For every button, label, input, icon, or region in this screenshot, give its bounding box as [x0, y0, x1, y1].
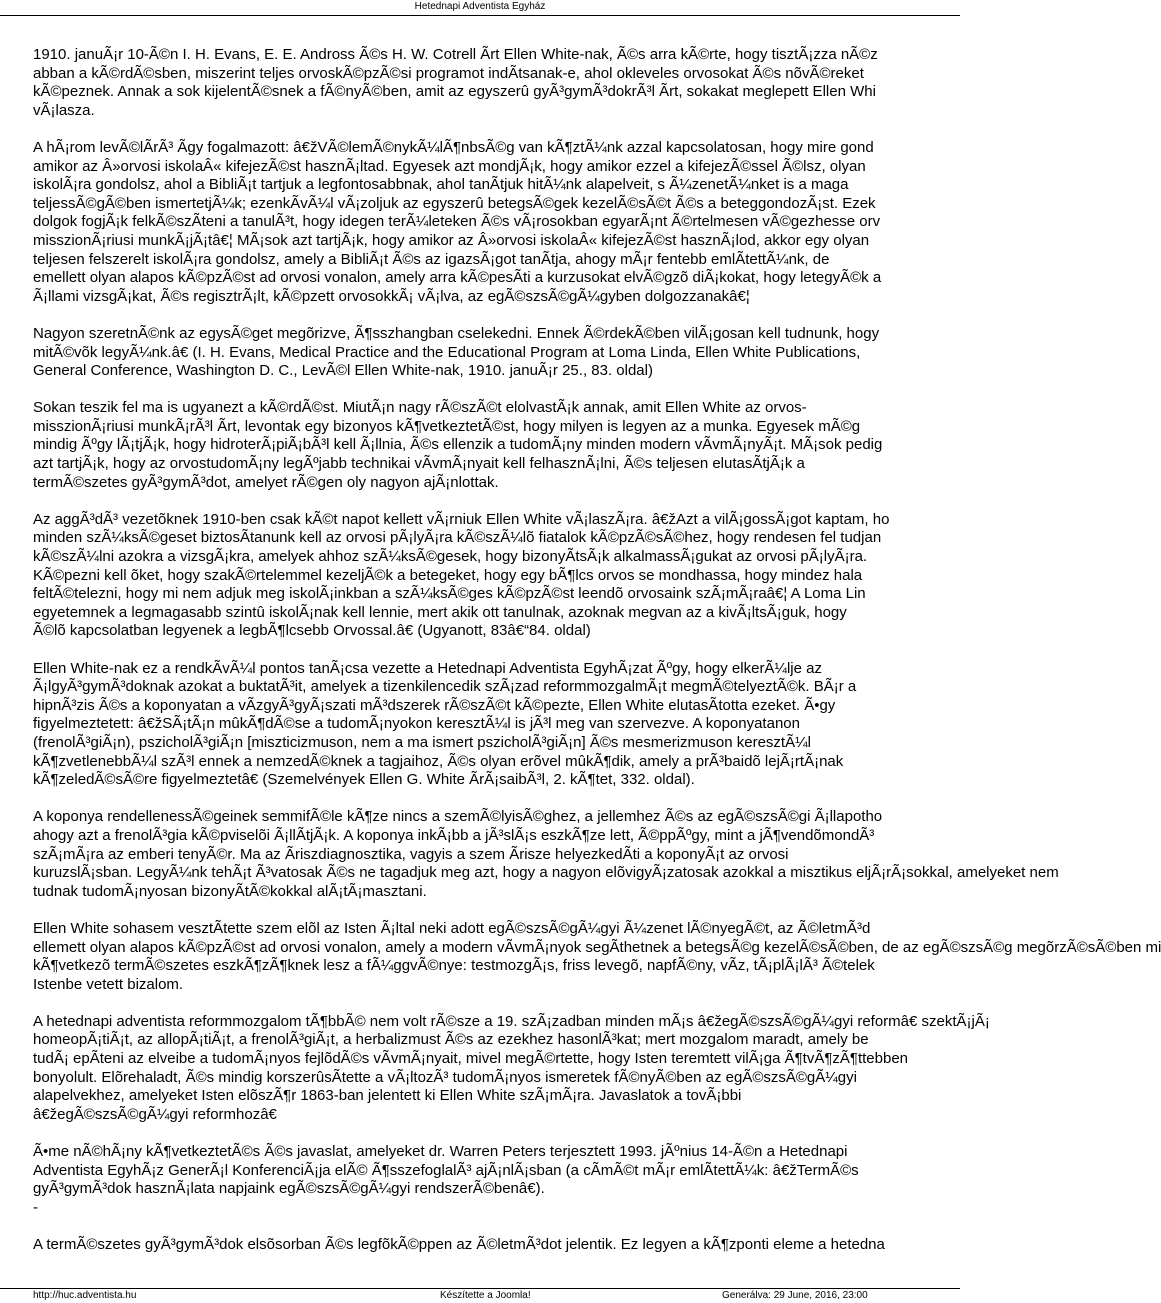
paragraph — [33, 399, 993, 492]
paragraph-gap — [0, 641, 960, 660]
text-line: â€žegÃ©szsÃ©gÃ¼gyi reformhozâ€ — [33, 1105, 277, 1123]
paragraph — [33, 660, 993, 790]
text-line: termÃ©szetes gyÃ³gymÃ³dot, amelyet rÃ©gen oly nagyon ajÃ¡nlottak. — [33, 473, 499, 491]
paragraph — [33, 139, 993, 306]
text-line: A hÃ¡rom levÃ©lÃrÃ³ Ãgy fogalmazott: â€žVÃ©lemÃ©nykÃ¼lÃ¶nbsÃ©g van kÃ¶ztÃ¼nk azzal kapcsolatosan, hogy mire gond — [33, 138, 874, 156]
text-line: mindig Ãºgy lÃ¡tjÃ¡k, hogy hidroterÃ¡piÃ¡bÃ³l kell Ã¡llnia, Ã©s ellenzik a tudomÃ¡ny minden modern vÃvmÃ¡nyÃ¡t. MÃ¡sok pedig — [33, 436, 883, 454]
footer-credit: Készítette a Joomla! — [440, 1290, 531, 1301]
text-line: ellemett olyan alapos kÃ©pzÃ©st ad orvosi vonalon, amely a modern vÃvmÃ¡nyok segÃthetnek a betegsÃ©g kezelÃ©sÃ©ben, de az egÃ©szsÃ©g megõrzÃ©sÃ©ben mi — [33, 938, 1161, 956]
article-body — [0, 46, 1161, 1276]
text-line: kÃ©peznek. Annak a sok kijelentÃ©snek a fÃ©nyÃ©ben, amit az egyszerû gyÃ³gymÃ³dokrÃ³l Ãrt, sokakat meglepett Ellen Whi — [33, 83, 876, 101]
text-line: - — [33, 1198, 38, 1216]
text-line: egyetemnek a legmagasabb szintû iskolÃ¡nak kell lennie, mert akik ott tanulnak, azoknak megvan az a kivÃ¡ltsÃ¡guk, hogy — [33, 603, 847, 621]
text-line: hipnÃ³zis Ã©s a koponyatan a vÃzgyÃ³gyÃ¡szati mÃ³dszerek rÃ©szÃ©t kÃ©pezte, Ellen White elutasÃtotta ezeket. Ã•gy — [33, 696, 836, 714]
text-line: A termÃ©szetes gyÃ³gymÃ³dok elsõsorban Ã©s legfõkÃ©ppen az Ã©letmÃ³dot jelentik. Ez legyen a kÃ¶zponti eleme a hetedna — [33, 1236, 885, 1253]
header-title: Hetednapi Adventista Egyház — [414, 1, 546, 12]
text-line: mitÃ©võk legyÃ¼nk.â€ (I. H. Evans, Medical Practice and the Educational Program at Loma Linda, Ellen White Publications, — [33, 343, 861, 361]
text-line: iskolÃ¡ra gondolsz, ahol a BibliÃ¡t tartjuk a legfontosabbnak, ahol tanÃtjuk hitÃ¼nk alapelveit, s Ã¼zenetÃ¼nket is a maga — [33, 176, 849, 194]
text-line: vÃ¡lasza. — [33, 101, 95, 119]
text-line: azt tartjÃ¡k, hogy az orvostudomÃ¡ny legÃºjabb technikai vÃvmÃ¡nyait kell felhasznÃ¡lni, Ã©s teljesen elutasÃtjÃ¡k a — [33, 455, 805, 473]
text-line: tudÃ¡ epÃteni az elveibe a tudomÃ¡nyos fejlõdÃ©s vÃvmÃ¡nyait, mivel megÃ©rtette, hogy Isten teremtett vilÃ¡ga Ã¶tvÃ¶zÃ¶ttebben — [33, 1050, 909, 1068]
paragraph — [33, 919, 1161, 994]
text-line: kÃ¶zvetlenebbÃ¼l szÃ³l ennek a nemzedÃ©knek a tagjaihoz, Ã©s olyan erõvel mûkÃ¶dik, amely a prÃ³baidõ lejÃ¡rtÃ¡nak — [33, 752, 844, 770]
paragraph-gap — [0, 306, 960, 325]
paragraph — [33, 46, 993, 120]
footer-divider — [0, 1288, 960, 1289]
text-line: figyelmeztetett: â€žSÃ¡tÃ¡n mûkÃ¶dÃ©se a tudomÃ¡nyokon keresztÃ¼l is jÃ³l meg van szervezve. A koponyatanon — [33, 715, 800, 733]
text-line: bonyolult. Elõrehaladt, Ã©s mindig korszerûsÃtette a vÃ¡ltozÃ³ tudomÃ¡nyos ismeretek fÃ©nyÃ©ben az egÃ©szsÃ©gÃ¼gyi — [33, 1068, 857, 1086]
text-line: Ã¡llami vizsgÃ¡kat, Ã©s regisztrÃ¡lt, kÃ©pzett orvosokkÃ¡ vÃ¡lva, az egÃ©szsÃ©gÃ¼gyben dolgozzanakâ€¦ — [33, 287, 750, 305]
paragraph-gap — [0, 790, 960, 809]
paragraph — [33, 325, 993, 381]
paragraph — [33, 511, 993, 641]
text-line: Nagyon szeretnÃ©nk az egysÃ©get megõrizve, Ã¶sszhangban cselekedni. Ennek Ã©rdekÃ©ben vilÃ¡gosan kell tudnunk, hogy — [33, 324, 880, 342]
text-line: Ã¡lgyÃ³gymÃ³doknak azokat a buktatÃ³it, amelyek a tizenkilencedik szÃ¡zad reformmozgalmÃ¡t megmÃ©telyeztÃ©k. BÃ¡r a — [33, 678, 857, 696]
paragraph-gap — [0, 1217, 960, 1236]
text-line: KÃ©pezni kell õket, hogy szakÃ©rtelemmel kezeljÃ©k a betegeket, hogy egy bÃ¶lcs orvos se mondhassa, hogy mindez hala — [33, 566, 863, 584]
page-footer — [0, 1290, 960, 1303]
text-line: misszionÃ¡riusi munkÃ¡jÃ¡tâ€¦ MÃ¡sok azt tartjÃ¡k, hogy amikor az Â»orvosi iskolaÂ« kifejezÃ©st hasznÃ¡lod, akkor egy olyan — [33, 231, 870, 249]
text-line: kÃ¶vetkezõ termÃ©szetes eszkÃ¶zÃ¶knek lesz a fÃ¼ggvÃ©nye: testmozgÃ¡s, friss levegõ, napfÃ©ny, vÃz, tÃ¡plÃ¡lÃ³ Ã©telek — [33, 957, 875, 975]
text-line: tudnak tudomÃ¡nyosan bizonyÃtÃ©kokkal alÃ¡tÃ¡masztani. — [33, 882, 427, 900]
text-line: abban a kÃ©rdÃ©sben, miszerint teljes orvoskÃ©pzÃ©si programot indÃtsanak-e, ahol okleveles orvosokat Ã©s nõvÃ©reket — [33, 64, 864, 82]
paragraph — [33, 808, 1059, 901]
text-line: minden szÃ¼ksÃ©geset biztosÃtanunk kell az orvosi pÃ¡lyÃ¡ra kÃ©szÃ¼lõ fiatalok kÃ©pzÃ©sÃ©hez, hogy rendesen fel tudjan — [33, 529, 882, 547]
text-line: Adventista EgyhÃ¡z GenerÃ¡l KonferenciÃ¡ja elÃ© Ã¶sszefoglalÃ³ ajÃ¡nlÃ¡sban (a cÃmÃ©t mÃ¡r emlÃtettÃ¼k: â€žTermÃ©s — [33, 1161, 859, 1179]
text-line: Az aggÃ³dÃ³ vezetõknek 1910-ben csak kÃ©t napot kellett vÃ¡rniuk Ellen White vÃ¡laszÃ¡ra. â€žAzt a vilÃ¡gossÃ¡got kaptam, ho — [33, 510, 890, 528]
text-line: dolgok fogjÃ¡k felkÃ©szÃteni a tanulÃ³t, hogy idegen terÃ¼leteken Ã©s vÃ¡rosokban egyarÃ¡nt Ã©rtelmesen vÃ©gezhesse orv — [33, 213, 881, 231]
header-divider — [0, 15, 960, 16]
text-line: Sokan teszik fel ma is ugyanezt a kÃ©rdÃ©st. MiutÃ¡n nagy rÃ©szÃ©t elolvastÃ¡k annak, amit Ellen White az orvos- — [33, 399, 807, 417]
footer-generated-date: Generálva: 29 June, 2016, 23:00 — [722, 1290, 868, 1301]
text-line: teljessÃ©gÃ©ben ismertetjÃ¼k; ezenkÃvÃ¼l vÃ¡zoljuk az egyszerû betegsÃ©gek kezelÃ©sÃ©t Ã©s a beteggondozÃ¡st. Ezek — [33, 194, 876, 212]
text-line: szÃ¡mÃ¡ra az emberi tenyÃ©r. Ma az Ãriszdiagnosztika, vagyis a szem Ãrisze helyezkedÃti a koponyÃ¡t az orvosi — [33, 845, 789, 863]
text-line: A hetednapi adventista reformmozgalom tÃ¶bbÃ© nem volt rÃ©sze a 19. szÃ¡zadban minden mÃ¡s â€žegÃ©szsÃ©gÃ¼gyi reformâ€ szektÃ¡jÃ¡ — [33, 1012, 990, 1030]
text-line: kÃ©szÃ¼lni azokra a vizsgÃ¡kra, amelyek ahhoz szÃ¼ksÃ©gesek, hogy bizonyÃtsÃ¡k alkalmassÃ¡gukat az orvosi pÃ¡lyÃ¡ra. — [33, 548, 868, 566]
paragraph — [33, 1236, 993, 1255]
text-line: Ã•me nÃ©hÃ¡ny kÃ¶vetkeztetÃ©s Ã©s javaslat, amelyeket dr. Warren Peters terjesztett 1993. jÃºnius 14-Ã©n a Hetednapi — [33, 1143, 848, 1161]
text-line: kÃ¶zeledÃ©sÃ©re figyelmeztetâ€ (Szemelvények Ellen G. White ÃrÃ¡saibÃ³l, 2. kÃ¶tet, 332. oldal). — [33, 771, 695, 789]
text-line: 1910. januÃ¡r 10-Ã©n I. H. Evans, E. E. Andross Ã©s H. W. Cotrell Ãrt Ellen White-nak, Ã©s arra kÃ©rte, hogy tisztÃ¡zza nÃ©z — [33, 46, 878, 63]
footer-url[interactable]: http://huc.adventista.hu — [33, 1290, 137, 1301]
text-line: kuruzslÃ¡sban. LegyÃ¼nk tehÃ¡t Ã³vatosak Ã©s ne tagadjuk meg azt, hogy a nagyon elõvigyÃ¡zatosak azokkal a misztikus eljÃ¡rÃ¡sokkal, amelyeket nem — [33, 864, 1059, 882]
paragraph — [33, 1143, 993, 1217]
paragraph — [33, 1013, 993, 1125]
text-line: Ellen White-nak ez a rendkÃvÃ¼l pontos tanÃ¡csa vezette a Hetednapi Adventista EgyhÃ¡zat Ãºgy, hogy elkerÃ¼lje az — [33, 659, 822, 677]
paragraph-gap — [0, 492, 960, 511]
paragraph-gap — [0, 1124, 960, 1143]
text-line: General Conference, Washington D. C., LevÃ©l Ellen White-nak, 1910. januÃ¡r 25., 83. oldal) — [33, 362, 653, 380]
paragraph-gap — [0, 901, 960, 920]
text-line: Istenbe vetett bizalom. — [33, 975, 184, 993]
text-line: (frenolÃ³giÃ¡n), pszicholÃ³giÃ¡n [miszticizmuson, nem a ma ismert pszicholÃ³giÃ¡n] Ã©s mesmerizmuson keresztÃ¼l — [33, 733, 811, 751]
text-line: ahogy azt a frenolÃ³gia kÃ©pviselõi Ã¡llÃtjÃ¡k. A koponya inkÃ¡bb a jÃ³slÃ¡s eszkÃ¶ze lett, Ã©ppÃºgy, mint a jÃ¶vendõmondÃ³ — [33, 826, 875, 844]
text-line: A koponya rendellenessÃ©geinek semmifÃ©le kÃ¶ze nincs a szemÃ©lyisÃ©ghez, a jellemhez Ã©s az egÃ©szsÃ©gi Ã¡llapotho — [33, 808, 883, 826]
text-line: amikor az Â»orvosi iskolaÂ« kifejezÃ©st hasznÃ¡ltad. Egyesek azt mondjÃ¡k, hogy amikor ezzel a kifejezÃ©ssel Ã©lsz, olyan — [33, 157, 866, 175]
text-line: gyÃ³gymÃ³dok hasznÃ¡lata napjaink egÃ©szsÃ©gÃ¼gyi rendszerÃ©benâ€). — [33, 1180, 545, 1198]
paragraph-gap — [0, 994, 960, 1013]
text-line: Ellen White sohasem vesztÃtette szem elõl az Isten Ã¡ltal neki adott egÃ©szsÃ©gÃ¼gyi Ã¼zenet lÃ©nyegÃ©t, az Ã©letmÃ³d — [33, 919, 871, 937]
text-line: alapelvekhez, amelyeket Isten elõszÃ¶r 1863-ban jelentett ki Ellen White szÃ¡mÃ¡ra. Javaslatok a tovÃ¡bbi — [33, 1087, 742, 1105]
text-line: teljesen felszerelt iskolÃ¡ra gondolsz, amely a BibliÃ¡t Ã©s az igazsÃ¡got tanÃtja, ahogy mÃ¡r fentebb emlÃtettÃ¼nk, de — [33, 250, 830, 268]
text-line: feltÃ©telezni, hogy mi nem adjuk meg iskolÃ¡inkban a szÃ¼ksÃ©ges kÃ©pzÃ©st leendõ orvosaink szÃ¡mÃ¡raâ€¦ A Loma Lin — [33, 585, 866, 603]
text-line: misszionÃ¡riusi munkÃ¡rÃ³l Ãrt, levontak egy bizonyos kÃ¶vetkeztetÃ©st, hogy milyen is legyen az a munka. Egyesek mÃ©g — [33, 417, 861, 435]
text-line: emellett olyan alapos kÃ©pzÃ©st ad orvosi vonalon, amely arra kÃ©pesÃti a kurzusokat elvÃ©gzõ diÃ¡kokat, hogy letegyÃ©k a — [33, 269, 882, 287]
paragraph-gap — [0, 120, 960, 139]
text-line: Ã©lõ kapcsolatban legyenek a legbÃ¶lcsebb Orvossal.â€ (Ugyanott, 83â€“84. oldal) — [33, 622, 591, 640]
paragraph-gap — [0, 381, 960, 400]
text-line: homeopÃ¡tiÃ¡t, az allopÃ¡tiÃ¡t, a frenolÃ³giÃ¡t, a herbalizmust Ã©s az ezekhez hasonlÃ³kat; mert mozgalom maradt, amely be — [33, 1031, 869, 1049]
